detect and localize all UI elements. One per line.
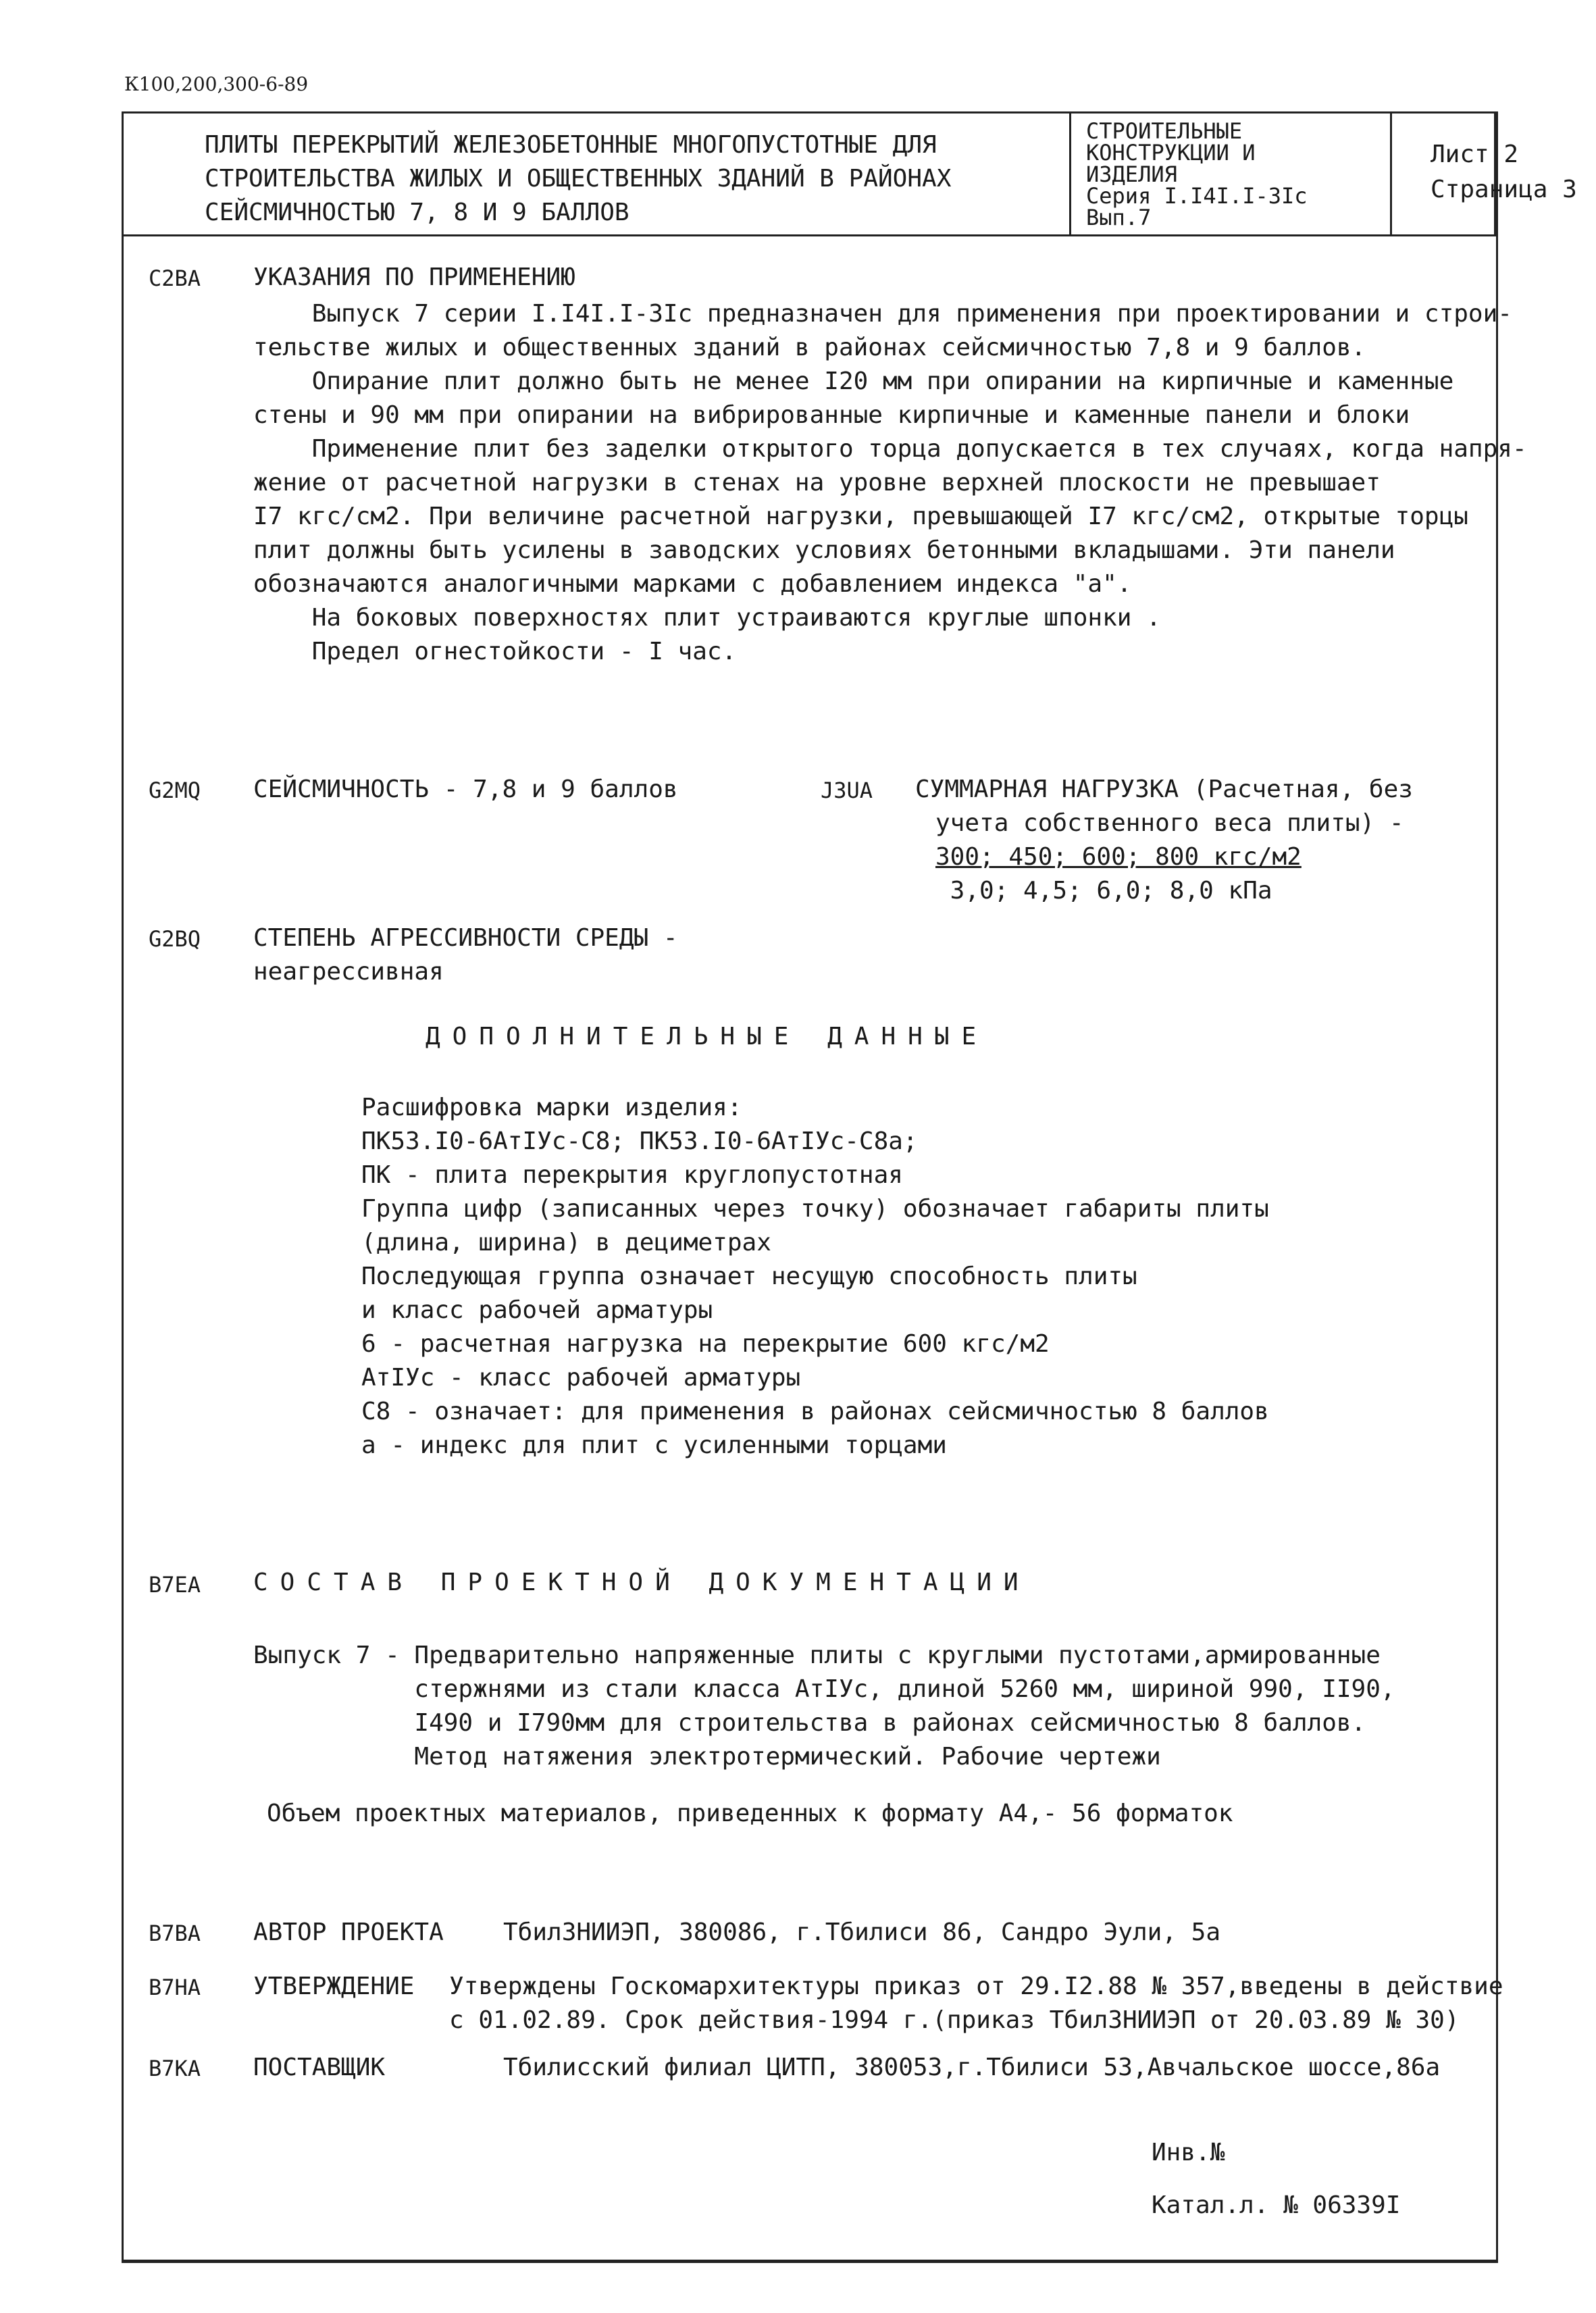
text-line: а - индекс для плит с усиленными торцами: [361, 1431, 947, 1459]
text-line: Выпуск 7 серии I.I4I.I-3Iс предназначен для применения при проектировании и строи-: [253, 300, 1512, 328]
composition-text: [253, 1639, 1395, 1774]
aggression-value: неагрессивная: [253, 958, 444, 986]
text-line: ПК53.I0-6АтIУс-С8; ПК53.I0-6АтIУс-С8а;: [361, 1127, 918, 1155]
document-code: К100,200,300-6-89: [124, 73, 309, 95]
section-code: G2MQ: [149, 778, 201, 803]
text-line: плит должны быть усилены в заводских условиях бетонными вкладышами. Эти панели: [253, 536, 1395, 564]
additional-text: [361, 1091, 1269, 1463]
category-line: СТРОИТЕЛЬНЫЕ: [1086, 118, 1243, 144]
author-value: ТбилЗНИИЭП, 380086, г.Тбилиси 86, Сандро Эули, 5а: [503, 1918, 1221, 1946]
load-line: учета собственного веса плиты) -: [935, 809, 1404, 837]
text-line: I7 кгс/см2. При величине расчетной нагрузки, превышающей I7 кгс/см2, открытые торцы: [253, 503, 1468, 530]
section-code: В7КА: [149, 2056, 201, 2081]
text-line: ПК - плита перекрытия круглопустотная: [361, 1161, 903, 1189]
title-block: [122, 111, 1577, 236]
approval-line: Утверждены Госкомархитектуры приказ от 29.I2.88 № 357,введены в действие: [449, 1973, 1503, 2000]
text-line: и класс рабочей арматуры: [361, 1296, 713, 1324]
section-code: В7ЕА: [149, 1572, 201, 1598]
section-heading: УКАЗАНИЯ ПО ПРИМЕНЕНИЮ: [253, 263, 575, 291]
text-line: Последующая группа означает несущую способность плиты: [361, 1263, 1137, 1290]
section-code: J3UA: [821, 778, 873, 803]
approval-label: УТВЕРЖДЕНИЕ: [253, 1973, 415, 2000]
supplier-label: ПОСТАВЩИК: [253, 2054, 386, 2081]
aggression-heading: СТЕПЕНЬ АГРЕССИВНОСТИ СРЕДЫ -: [253, 924, 678, 952]
text-line: С8 - означает: для применения в районах сейсмичностью 8 баллов: [361, 1398, 1269, 1425]
load-line: СУММАРНАЯ НАГРУЗКА (Расчетная, без: [915, 776, 1413, 803]
title-line: СЕЙСМИЧНОСТЬЮ 7, 8 И 9 БАЛЛОВ: [205, 199, 629, 226]
title-line: СТРОИТЕЛЬСТВА ЖИЛЫХ И ОБЩЕСТВЕННЫХ ЗДАНИЙ В РАЙОНАХ: [205, 165, 952, 193]
text-line: На боковых поверхностях плит устраиваются круглые шпонки .: [253, 604, 1161, 632]
category-line: КОНСТРУКЦИИ И: [1086, 140, 1256, 166]
load-values-kpa: 3,0; 4,5; 6,0; 8,0 кПа: [935, 877, 1272, 905]
title-line: ПЛИТЫ ПЕРЕКРЫТИЙ ЖЕЛЕЗОБЕТОННЫЕ МНОГОПУСТОТНЫЕ ДЛЯ: [205, 131, 937, 159]
text-line: тельстве жилых и общественных зданий в районах сейсмичностью 7,8 и 9 баллов.: [253, 334, 1366, 361]
section-code: В7ВА: [149, 1921, 201, 1946]
additional-heading: ДОПОЛНИТЕЛЬНЫЕ ДАННЫЕ: [426, 1023, 989, 1050]
sheet-number: Лист 2: [1431, 141, 1519, 168]
seismicity: СЕЙСМИЧНОСТЬ - 7,8 и 9 баллов: [253, 776, 678, 803]
text-line: стержнями из стали класса АтIУс, длиной 5260 мм, шириной 990, II90,: [253, 1675, 1395, 1703]
composition-heading: СОСТАВ ПРОЕКТНОЙ ДОКУМЕНТАЦИИ: [253, 1569, 1031, 1596]
series-number: Серия I.I4I.I-3Iс: [1086, 183, 1308, 209]
page-number: Страница 3: [1431, 176, 1577, 203]
text-line: Выпуск 7 - Предварительно напряженные плиты с круглыми пустотами,армированные: [253, 1642, 1381, 1669]
text-line: стены и 90 мм при опирании на вибрированные кирпичные и каменные панели и блоки: [253, 401, 1410, 429]
text-line: Применение плит без заделки открытого торца допускается в тех случаях, когда напря-: [253, 435, 1527, 463]
text-line: Расшифровка марки изделия:: [361, 1094, 742, 1121]
text-line: (длина, ширина) в дециметрах: [361, 1229, 771, 1256]
approval-line: с 01.02.89. Срок действия-1994 г.(приказ ТбилЗНИИЭП от 20.03.89 № 30): [449, 2006, 1460, 2034]
supplier-value: Тбилисский филиал ЦИТП, 380053,г.Тбилиси 53,Авчальское шоссе,86а: [503, 2054, 1441, 2081]
section-code: В7НА: [149, 1975, 201, 2000]
issue-number: Вып.7: [1086, 205, 1152, 230]
text-line: Метод натяжения электротермический. Рабочие чертежи: [253, 1743, 1161, 1771]
section-code: C2ВА: [149, 265, 201, 291]
text-line: Группа цифр (записанных через точку) обозначает габариты плиты: [361, 1195, 1269, 1223]
category-line: ИЗДЕЛИЯ: [1086, 161, 1177, 187]
text-line: обозначаются аналогичными марками с добавлением индекса "а".: [253, 570, 1132, 598]
text-line: АтIУс - класс рабочей арматуры: [361, 1364, 801, 1392]
section-code: G2BQ: [149, 926, 201, 952]
catalog-number: Катал.л. № 06339I: [1152, 2191, 1401, 2219]
application-text: [253, 297, 1527, 669]
inventory-number: Инв.№: [1152, 2139, 1225, 2166]
text-line: 6 - расчетная нагрузка на перекрытие 600 кгс/м2: [361, 1330, 1050, 1358]
load-values-kgs: 300; 450; 600; 800 кгс/м2: [935, 843, 1302, 871]
text-line: I490 и I790мм для строительства в районах сейсмичностью 8 баллов.: [253, 1709, 1366, 1737]
author-label: АВТОР ПРОЕКТА: [253, 1918, 444, 1946]
text-line: Предел огнестойкости - I час.: [253, 638, 737, 665]
text-line: жение от расчетной нагрузки в стенах на уровне верхней плоскости не превышает: [253, 469, 1381, 497]
volume-text: Объем проектных материалов, приведенных к формату А4,- 56 форматок: [267, 1800, 1233, 1827]
title-divider: [1069, 113, 1071, 234]
text-line: Опирание плит должно быть не менее I20 мм при опирании на кирпичные и каменные: [253, 367, 1454, 395]
title-divider: [1390, 113, 1392, 234]
